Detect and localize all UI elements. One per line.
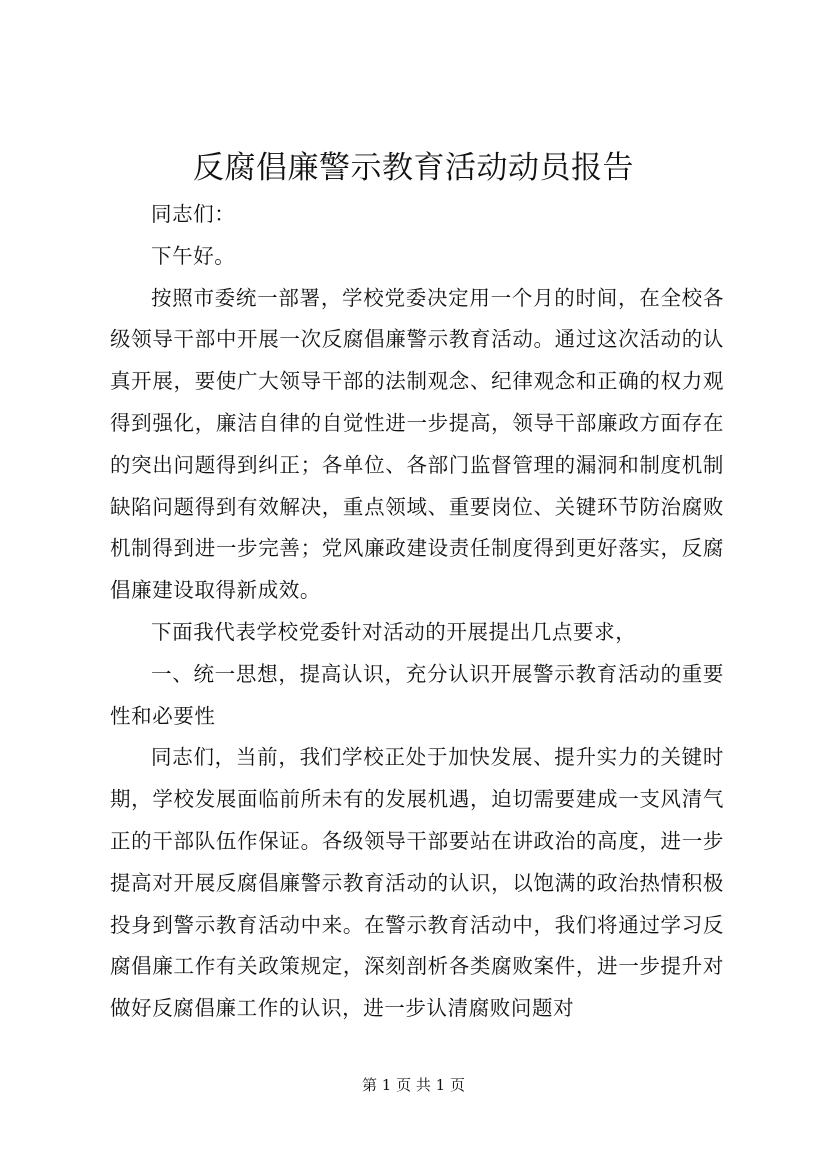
page-number-footer: 第 1 页 共 1 页 <box>362 1076 465 1094</box>
paragraph-introduction: 按照市委统一部署，学校党委决定用一个月的时间，在全校各级领导干部中开展一次反腐倡廉警示教育活动。通过这次活动的认真开展，要使广大领导干部的法制观念、纪律观念和正确的权力观得到强化，廉洁自律的自觉性进一步提高，领导干部廉政方面存在的突出问题得到纠正；各单位、各部门监督管理的漏洞和制度机制缺陷问题得到有效解决，重点领域、重要岗位、关键环节防治腐败机制得到进一步完善；党风廉政建设责任制度得到更好落实，反腐倡廉建设取得新成效。 <box>110 285 724 603</box>
section-heading-one: 一、统一思想，提高认识，充分认识开展警示教育活动的重要性和必要性 <box>110 661 724 728</box>
paragraph-greeting: 下午好。 <box>151 243 236 268</box>
document-body <box>110 194 724 1030</box>
paragraph-section-one: 同志们，当前，我们学校正处于加快发展、提升实力的关键时期，学校发展面临前所未有的发展机遇，迫切需要建成一支风清气正的干部队伍作保证。各级领导干部要站在讲政治的高度，进一步提高对开展反腐倡廉警示教育活动的认识，以饱满的政治热情积极投身到警示教育活动中来。在警示教育活动中，我们将通过学习反腐倡廉工作有关政策规定，深刻剖析各类腐败案件，进一步提升对做好反腐倡廉工作的认识，进一步认清腐败问题对 <box>110 745 724 1021</box>
paragraph-requirements-intro: 下面我代表学校党委针对活动的开展提出几点要求， <box>151 619 637 644</box>
document-title: 反腐倡廉警示教育活动动员报告 <box>193 150 634 186</box>
paragraph-salutation: 同志们： <box>151 202 236 226</box>
